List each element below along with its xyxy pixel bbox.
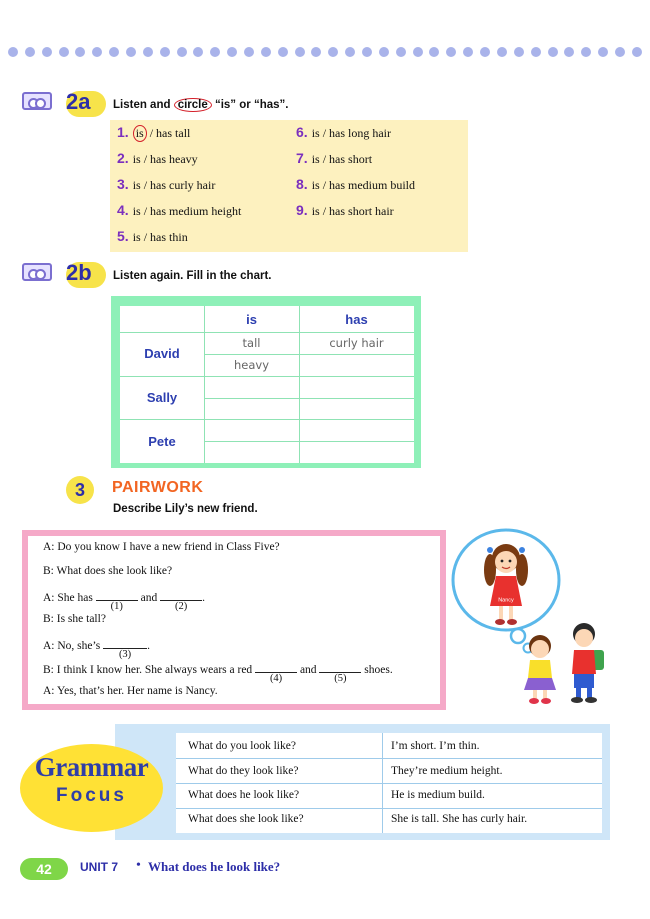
blank-4[interactable]: (4) xyxy=(255,661,297,673)
item-9[interactable]: 9. is / has short hair xyxy=(296,202,394,218)
page-number: 42 xyxy=(36,861,52,877)
dialogue-line-6: B: I think I know her. She always wears a red (4) and (5) shoes. xyxy=(43,661,393,676)
answer-david-has-1[interactable]: curly hair xyxy=(329,336,384,350)
instruction-3: Describe Lily’s new friend. xyxy=(113,503,258,515)
name-david: David xyxy=(144,346,180,361)
section-number-3: 3 xyxy=(66,476,94,504)
section-number-2b: 2b xyxy=(66,260,92,285)
pairwork-title: PAIRWORK xyxy=(112,479,204,496)
cassette-icon[interactable] xyxy=(22,263,52,281)
dialogue-line-5: A: No, she’s (3) . xyxy=(43,637,150,652)
top-dotted-border xyxy=(0,47,650,59)
grammar-focus-subtitle: Focus xyxy=(56,785,127,806)
name-sally: Sally xyxy=(146,390,178,405)
dialogue-line-2: B: What does she look like? xyxy=(43,565,173,577)
grammar-q2: What do they look like? xyxy=(188,765,299,777)
nancy-name-tag: Nancy xyxy=(498,597,514,604)
grammar-a3: He is medium build. xyxy=(391,789,485,801)
item-7[interactable]: 7. is / has short xyxy=(296,150,373,166)
item-3[interactable]: 3. is / has curly hair xyxy=(117,176,216,192)
answer-david-is-1[interactable]: tall xyxy=(242,336,261,350)
answer-david-is-2[interactable]: heavy xyxy=(233,358,270,372)
instruction-2a: Listen and circle “is” or “has”. xyxy=(113,99,289,111)
item-4[interactable]: 4. is / has medium height xyxy=(117,202,242,218)
section-number-2a: 2a xyxy=(66,89,91,114)
header-has: has xyxy=(345,312,368,327)
dialogue-line-4: B: Is she tall? xyxy=(43,613,106,625)
grammar-q4: What does she look like? xyxy=(188,813,304,825)
dialogue-line-1: A: Do you know I have a new friend in Class Five? xyxy=(43,541,280,553)
item-5[interactable]: 5. is / has thin xyxy=(117,228,188,244)
blank-3[interactable]: (3) xyxy=(103,637,147,649)
item-6[interactable]: 6. is / has long hair xyxy=(296,124,392,140)
dialogue-line-3: A: She has (1) and (2) . xyxy=(43,589,205,604)
grammar-a4: She is tall. She has curly hair. xyxy=(391,813,528,825)
grammar-a2: They’re medium height. xyxy=(391,765,503,777)
cassette-icon[interactable] xyxy=(22,92,52,110)
grammar-q3: What does he look like? xyxy=(188,789,300,801)
item-8[interactable]: 8. is / has medium build xyxy=(296,176,416,192)
blank-2[interactable]: (2) xyxy=(160,589,202,601)
unit-label: UNIT 7 xyxy=(80,860,119,874)
instruction-2b: Listen again. Fill in the chart. xyxy=(113,270,272,282)
kids-illustration xyxy=(448,528,620,710)
grammar-focus-title: Grammar xyxy=(34,752,149,782)
header-is: is xyxy=(246,312,257,327)
grammar-a1: I’m short. I’m thin. xyxy=(391,740,480,752)
circle-word: circle xyxy=(174,98,212,112)
unit-title: What does he look like? xyxy=(148,859,281,874)
grammar-q1: What do you look like? xyxy=(188,740,296,752)
item-2[interactable]: 2. is / has heavy xyxy=(117,150,198,166)
dialogue-line-7: A: Yes, that’s her. Her name is Nancy. xyxy=(43,685,218,697)
footer-bullet: • xyxy=(136,858,141,873)
circled-answer: is xyxy=(133,125,147,142)
name-pete: Pete xyxy=(148,434,176,449)
blank-1[interactable]: (1) xyxy=(96,589,138,601)
item-1[interactable]: 1. is / has tall xyxy=(117,124,191,140)
blank-5[interactable]: (5) xyxy=(319,661,361,673)
